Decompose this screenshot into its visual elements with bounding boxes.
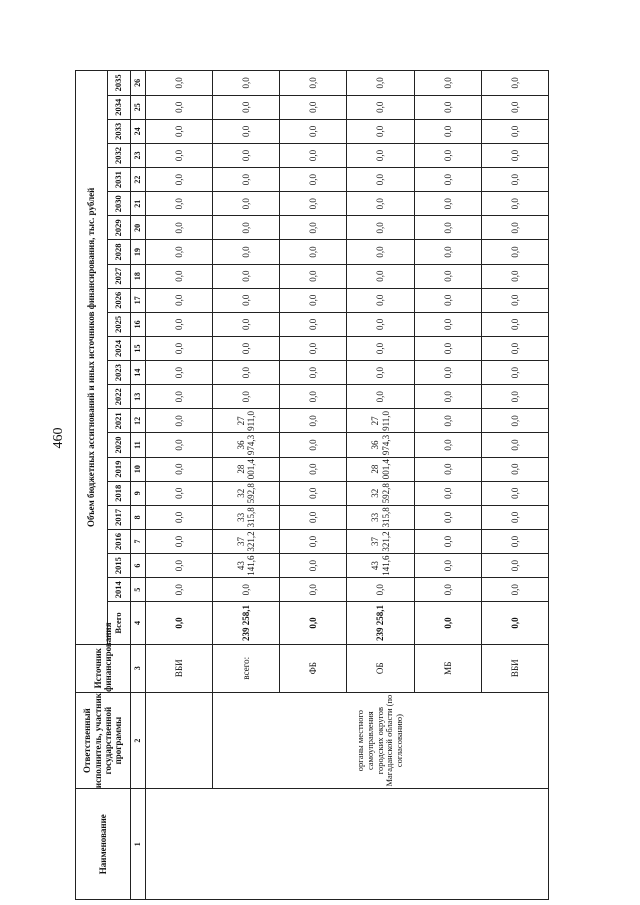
value-cell: 0,0	[481, 505, 548, 529]
value-cell: 0,0	[414, 168, 481, 192]
column-number: 4	[131, 602, 146, 644]
value-cell: 0,0	[414, 71, 481, 96]
name-cell	[146, 789, 549, 900]
value-cell: 0,0	[146, 264, 213, 288]
value-cell: 0,0	[213, 312, 280, 336]
value-cell: 0,0	[414, 578, 481, 602]
header-year: 2026	[108, 288, 131, 312]
value-cell: 33 315,8	[347, 505, 414, 529]
value-cell: 0,0	[213, 288, 280, 312]
value-cell: 0,0	[280, 168, 347, 192]
value-cell: 0,0	[347, 216, 414, 240]
value-cell: 0,0	[481, 336, 548, 360]
column-number: 9	[131, 481, 146, 505]
value-cell: 0,0	[146, 192, 213, 216]
value-cell: 0,0	[347, 385, 414, 409]
header-year: 2035	[108, 71, 131, 96]
value-cell: 0,0	[347, 288, 414, 312]
column-number: 7	[131, 529, 146, 553]
header-volume-title: Объем бюджетных ассигнований и иных источников финансирования, тыс. рублей	[76, 71, 108, 645]
value-cell: 0,0	[481, 481, 548, 505]
header-year: 2019	[108, 457, 131, 481]
column-number: 3	[131, 644, 146, 692]
value-cell: 0,0	[280, 264, 347, 288]
value-cell: 0,0	[347, 71, 414, 96]
header-year: 2025	[108, 312, 131, 336]
total-cell: 0,0	[280, 602, 347, 644]
funding-table-container	[75, 70, 549, 900]
value-cell: 0,0	[414, 529, 481, 553]
value-cell: 0,0	[280, 240, 347, 264]
responsible-cell: органы местного самоуправления городских округов Магаданской области (по согласованию)	[213, 692, 549, 789]
value-cell: 0,0	[280, 385, 347, 409]
value-cell: 0,0	[481, 457, 548, 481]
value-cell: 0,0	[481, 578, 548, 602]
header-year: 2014	[108, 578, 131, 602]
header-source: Источник финансирования	[76, 644, 131, 692]
source-cell: ОБ	[347, 644, 414, 692]
value-cell: 43 141,6	[213, 554, 280, 578]
header-year: 2018	[108, 481, 131, 505]
column-number: 17	[131, 288, 146, 312]
header-year: 2020	[108, 433, 131, 457]
column-number: 21	[131, 192, 146, 216]
header-year: 2033	[108, 119, 131, 143]
value-cell: 0,0	[481, 288, 548, 312]
value-cell: 0,0	[481, 240, 548, 264]
source-cell: ВБИ	[481, 644, 548, 692]
header-name: Наименование	[76, 789, 131, 900]
value-cell: 0,0	[146, 505, 213, 529]
value-cell: 0,0	[146, 168, 213, 192]
value-cell: 0,0	[146, 385, 213, 409]
value-cell: 0,0	[146, 529, 213, 553]
value-cell: 36 974,3	[347, 433, 414, 457]
table-row	[146, 71, 213, 900]
value-cell: 0,0	[280, 481, 347, 505]
value-cell: 0,0	[146, 361, 213, 385]
value-cell: 0,0	[347, 578, 414, 602]
value-cell: 0,0	[481, 529, 548, 553]
value-cell: 0,0	[414, 554, 481, 578]
value-cell: 0,0	[347, 336, 414, 360]
value-cell: 0,0	[146, 240, 213, 264]
value-cell: 0,0	[280, 143, 347, 167]
value-cell: 32 592,8	[213, 481, 280, 505]
value-cell: 0,0	[146, 336, 213, 360]
header-year: 2027	[108, 264, 131, 288]
value-cell: 0,0	[280, 433, 347, 457]
total-cell: 239 258,1	[213, 602, 280, 644]
value-cell: 37 321,2	[213, 529, 280, 553]
header-year: 2032	[108, 143, 131, 167]
header-year: 2028	[108, 240, 131, 264]
column-number: 22	[131, 168, 146, 192]
header-year: 2030	[108, 192, 131, 216]
value-cell: 0,0	[481, 385, 548, 409]
value-cell: 0,0	[414, 240, 481, 264]
value-cell: 0,0	[414, 312, 481, 336]
table-row	[213, 71, 280, 900]
column-number: 25	[131, 95, 146, 119]
column-number: 10	[131, 457, 146, 481]
value-cell: 0,0	[481, 95, 548, 119]
value-cell: 0,0	[414, 457, 481, 481]
value-cell: 0,0	[414, 433, 481, 457]
value-cell: 0,0	[414, 192, 481, 216]
value-cell: 0,0	[146, 95, 213, 119]
value-cell: 28 001,4	[347, 457, 414, 481]
value-cell: 0,0	[280, 288, 347, 312]
value-cell: 0,0	[280, 554, 347, 578]
value-cell: 0,0	[414, 119, 481, 143]
header-year: 2024	[108, 336, 131, 360]
column-number: 1	[131, 789, 146, 900]
column-number: 14	[131, 361, 146, 385]
value-cell: 0,0	[146, 481, 213, 505]
column-number: 19	[131, 240, 146, 264]
column-number: 26	[131, 71, 146, 96]
value-cell: 32 592,8	[347, 481, 414, 505]
value-cell: 0,0	[414, 409, 481, 433]
value-cell: 0,0	[481, 409, 548, 433]
header-year: 2022	[108, 385, 131, 409]
column-number: 15	[131, 336, 146, 360]
value-cell: 27 911,0	[347, 409, 414, 433]
value-cell: 0,0	[481, 143, 548, 167]
total-cell: 0,0	[414, 602, 481, 644]
value-cell: 0,0	[414, 143, 481, 167]
value-cell: 0,0	[347, 312, 414, 336]
column-number: 20	[131, 216, 146, 240]
value-cell: 0,0	[213, 192, 280, 216]
header-year: 2034	[108, 95, 131, 119]
value-cell: 0,0	[414, 385, 481, 409]
value-cell: 0,0	[481, 433, 548, 457]
value-cell: 0,0	[280, 192, 347, 216]
value-cell: 0,0	[414, 505, 481, 529]
total-cell: 239 258,1	[347, 602, 414, 644]
column-number: 6	[131, 554, 146, 578]
column-number: 8	[131, 505, 146, 529]
value-cell: 0,0	[213, 119, 280, 143]
value-cell: 0,0	[481, 168, 548, 192]
column-number: 16	[131, 312, 146, 336]
source-cell: ВБИ	[146, 644, 213, 692]
value-cell: 0,0	[481, 119, 548, 143]
header-year: 2021	[108, 409, 131, 433]
value-cell: 0,0	[280, 95, 347, 119]
value-cell: 0,0	[146, 312, 213, 336]
value-cell: 0,0	[280, 71, 347, 96]
column-number: 13	[131, 385, 146, 409]
value-cell: 43 141,6	[347, 554, 414, 578]
funding-table	[75, 70, 549, 900]
value-cell: 0,0	[213, 71, 280, 96]
value-cell: 0,0	[481, 216, 548, 240]
value-cell: 0,0	[347, 143, 414, 167]
column-number: 23	[131, 143, 146, 167]
responsible-cell	[146, 692, 213, 789]
value-cell: 0,0	[414, 216, 481, 240]
value-cell: 0,0	[146, 71, 213, 96]
value-cell: 0,0	[280, 505, 347, 529]
value-cell: 0,0	[213, 578, 280, 602]
header-year: 2023	[108, 361, 131, 385]
total-cell: 0,0	[146, 602, 213, 644]
value-cell: 0,0	[481, 192, 548, 216]
header-year: 2031	[108, 168, 131, 192]
value-cell: 0,0	[213, 143, 280, 167]
column-number: 24	[131, 119, 146, 143]
value-cell: 0,0	[347, 192, 414, 216]
value-cell: 0,0	[146, 143, 213, 167]
value-cell: 0,0	[213, 168, 280, 192]
value-cell: 0,0	[146, 288, 213, 312]
source-cell: ФБ	[280, 644, 347, 692]
value-cell: 0,0	[146, 216, 213, 240]
value-cell: 0,0	[213, 216, 280, 240]
header-year: 2017	[108, 505, 131, 529]
value-cell: 36 974,3	[213, 433, 280, 457]
value-cell: 0,0	[213, 240, 280, 264]
value-cell: 0,0	[414, 288, 481, 312]
column-number: 11	[131, 433, 146, 457]
value-cell: 0,0	[280, 409, 347, 433]
value-cell: 0,0	[481, 264, 548, 288]
value-cell: 0,0	[481, 71, 548, 96]
header-year: 2029	[108, 216, 131, 240]
column-number: 18	[131, 264, 146, 288]
column-number: 12	[131, 409, 146, 433]
value-cell: 0,0	[280, 216, 347, 240]
value-cell: 0,0	[481, 361, 548, 385]
column-number: 5	[131, 578, 146, 602]
value-cell: 0,0	[280, 312, 347, 336]
value-cell: 0,0	[213, 361, 280, 385]
column-number: 2	[131, 692, 146, 789]
value-cell: 0,0	[146, 554, 213, 578]
value-cell: 0,0	[146, 457, 213, 481]
value-cell: 0,0	[481, 312, 548, 336]
value-cell: 0,0	[280, 361, 347, 385]
value-cell: 0,0	[280, 578, 347, 602]
value-cell: 28 001,4	[213, 457, 280, 481]
value-cell: 0,0	[146, 433, 213, 457]
value-cell: 0,0	[146, 119, 213, 143]
value-cell: 0,0	[414, 361, 481, 385]
value-cell: 0,0	[280, 336, 347, 360]
value-cell: 0,0	[414, 336, 481, 360]
value-cell: 0,0	[213, 264, 280, 288]
value-cell: 0,0	[280, 457, 347, 481]
value-cell: 0,0	[280, 119, 347, 143]
header-year: 2015	[108, 554, 131, 578]
value-cell: 0,0	[213, 336, 280, 360]
header-total: Всего	[108, 602, 131, 644]
value-cell: 0,0	[347, 119, 414, 143]
total-cell: 0,0	[481, 602, 548, 644]
value-cell: 0,0	[347, 95, 414, 119]
header-responsible: Ответственный исполнитель, участник государственной программы	[76, 692, 131, 789]
value-cell: 0,0	[213, 385, 280, 409]
source-cell: МБ	[414, 644, 481, 692]
value-cell: 0,0	[414, 481, 481, 505]
value-cell: 0,0	[414, 95, 481, 119]
value-cell: 0,0	[347, 240, 414, 264]
value-cell: 0,0	[146, 409, 213, 433]
header-year: 2016	[108, 529, 131, 553]
value-cell: 37 321,2	[347, 529, 414, 553]
source-cell: всего:	[213, 644, 280, 692]
value-cell: 27 911,0	[213, 409, 280, 433]
page-number: 460	[51, 427, 66, 449]
value-cell: 0,0	[347, 361, 414, 385]
value-cell: 0,0	[347, 264, 414, 288]
value-cell: 0,0	[481, 554, 548, 578]
value-cell: 0,0	[414, 264, 481, 288]
value-cell: 0,0	[347, 168, 414, 192]
value-cell: 0,0	[213, 95, 280, 119]
value-cell: 33 315,8	[213, 505, 280, 529]
value-cell: 0,0	[280, 529, 347, 553]
value-cell: 0,0	[146, 578, 213, 602]
